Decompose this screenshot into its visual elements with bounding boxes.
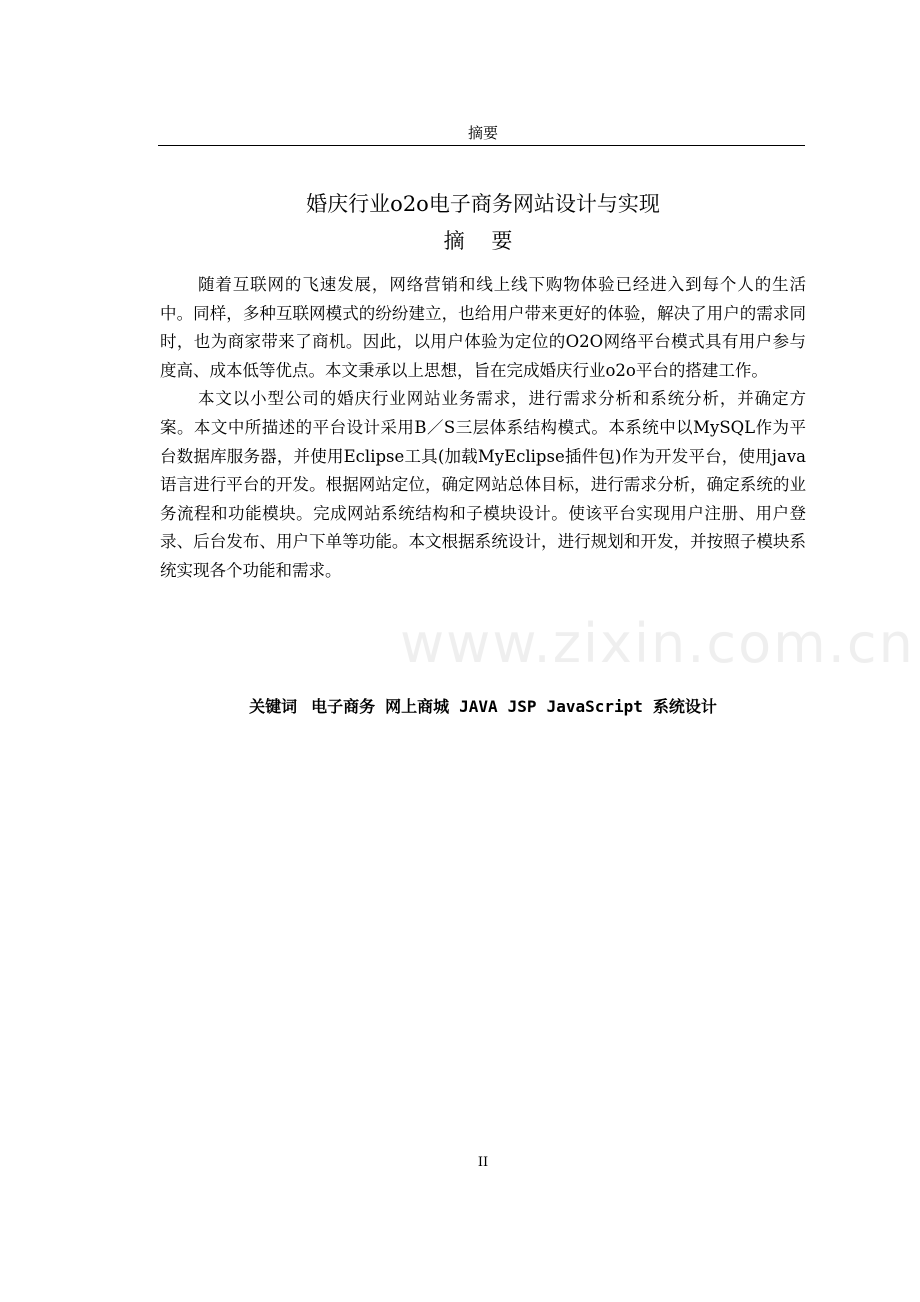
abstract-heading: 摘 要 (443, 229, 523, 253)
abstract-paragraph: 本文以小型公司的婚庆行业网站业务需求，进行需求分析和系统分析，并确定方案。本文中所描述的平台设计采用B／S三层体系结构模式。本系统中以MySQL作为平台数据库服务器，并使用Eclipse工具(加载MyEclipse插件包)作为开发平台，使用java语言进行平台的开发。根据网站定位，确定网站总体目标，进行需求分析，确定系统的业务流程和功能模块。完成网站系统结构和子模块设计。使该平台实现用户注册、用户登录、后台发布、用户下单等功能。本文根据系统设计，进行规划和开发，并按照子模块系统实现各个功能和需求。 (160, 389, 806, 580)
keywords-line (0, 693, 920, 721)
keywords-label: 关键词 (249, 697, 298, 716)
keyword-item: 系统设计 (652, 697, 717, 716)
abstract-body (160, 271, 806, 586)
keyword-item: JAVA (459, 697, 498, 716)
abstract-paragraph: 随着互联网的飞速发展，网络营销和线上线下购物体验已经进入到每个人的生活中。同样，多种互联网模式的纷纷建立，也给用户带来更好的体验，解决了用户的需求同时，也为商家带来了商机。因此，以用户体验为定位的O2O网络平台模式具有用户参与度高、成本低等优点。本文秉承以上思想，旨在完成婚庆行业o2o平台的搭建工作。 (160, 275, 806, 380)
watermark: www.zixin.com.cn (400, 612, 915, 675)
header-rule (158, 145, 805, 146)
document-title: 婚庆行业o2o电子商务网站设计与实现 (306, 192, 660, 216)
keyword-item: 电子商务 (311, 697, 376, 716)
page-number: II (477, 1155, 489, 1170)
keyword-item: JavaScript (546, 697, 643, 716)
keyword-item: 网上商城 (385, 697, 450, 716)
running-header: 摘要 (467, 124, 498, 142)
keyword-item: JSP (507, 697, 537, 716)
